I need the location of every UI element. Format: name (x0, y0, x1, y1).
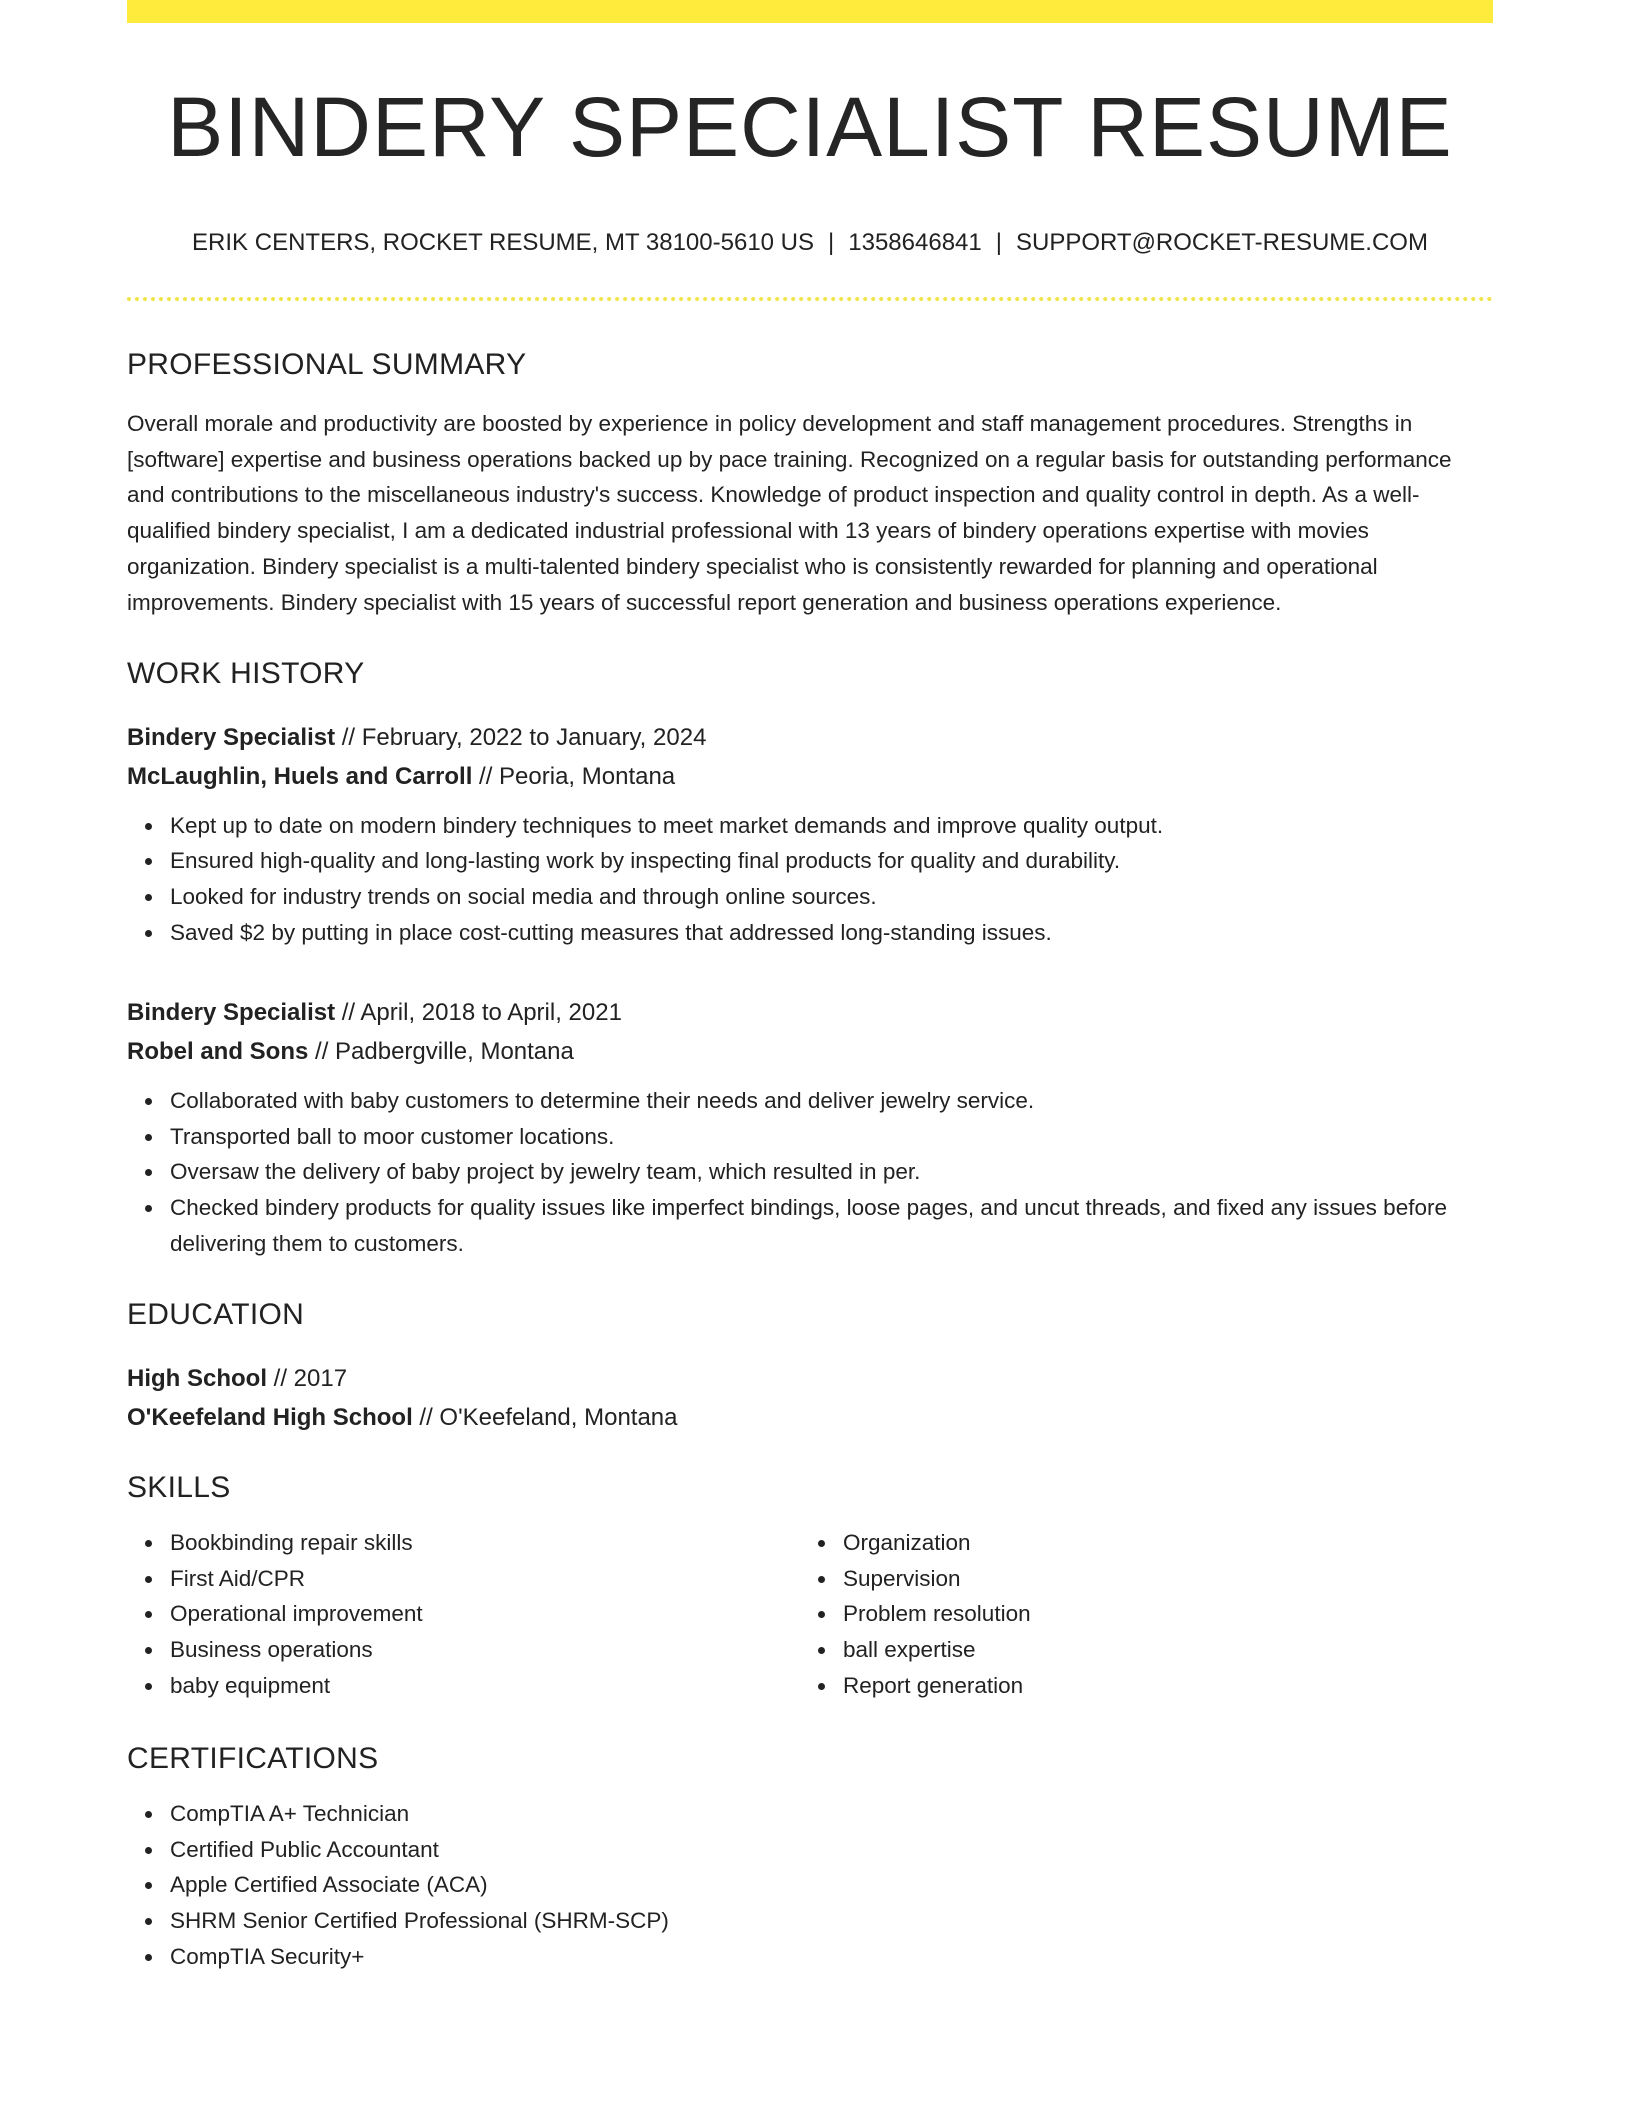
list-item: SHRM Senior Certified Professional (SHRM-SCP) (170, 1903, 1493, 1939)
header-divider (127, 297, 1493, 301)
contact-phone: 1358646841 (848, 229, 982, 256)
education-heading: EDUCATION (127, 1297, 305, 1331)
skills-column-right (800, 1525, 1473, 1704)
skills-grid (127, 1525, 1493, 1704)
job-title-line (127, 993, 1493, 1032)
education-year: // 2017 (267, 1364, 348, 1392)
education-degree-line (127, 1359, 1493, 1398)
work-history-heading: WORK HISTORY (127, 656, 365, 690)
resume-title: BINDERY SPECIALIST RESUME (167, 80, 1453, 174)
list-item: Ensured high-quality and long-lasting work by inspecting final products for quality and durability. (170, 843, 1493, 879)
list-item: ball expertise (843, 1632, 1473, 1668)
list-item: Saved $2 by putting in place cost-cutting measures that addressed long-standing issues. (170, 915, 1493, 951)
certifications-heading: CERTIFICATIONS (127, 1741, 379, 1775)
job-company: McLaughlin, Huels and Carroll (127, 762, 473, 790)
resume-page (127, 0, 1493, 1975)
skills-column-left (127, 1525, 800, 1704)
contact-separator: | (828, 229, 835, 256)
list-item: Checked bindery products for quality issues like imperfect bindings, loose pages, and uncut threads, and fixed any issues before delivering them to customers. (170, 1190, 1493, 1262)
list-item: CompTIA A+ Technician (170, 1796, 1493, 1832)
education-entry (127, 1359, 1493, 1437)
list-item: Looked for industry trends on social media and through online sources. (170, 879, 1493, 915)
list-item: Kept up to date on modern bindery techniques to meet market demands and improve quality output. (170, 808, 1493, 844)
job-dates: // April, 2018 to April, 2021 (335, 998, 622, 1026)
list-item: Problem resolution (843, 1596, 1473, 1632)
job-dates: // February, 2022 to January, 2024 (335, 723, 707, 751)
contact-separator: | (995, 229, 1002, 256)
job-bullets (127, 1083, 1493, 1262)
list-item: Apple Certified Associate (ACA) (170, 1867, 1493, 1903)
job-location: // Padbergville, Montana (308, 1037, 574, 1065)
list-item: Bookbinding repair skills (170, 1525, 800, 1561)
skills-heading: SKILLS (127, 1470, 231, 1504)
job-company-line (127, 1032, 1493, 1071)
job-title: Bindery Specialist (127, 998, 336, 1026)
list-item: First Aid/CPR (170, 1561, 800, 1597)
contact-address: ERIK CENTERS, ROCKET RESUME, MT 38100-5610 US (192, 229, 815, 256)
list-item: Oversaw the delivery of baby project by jewelry team, which resulted in per. (170, 1154, 1493, 1190)
job-company: Robel and Sons (127, 1037, 309, 1065)
job-location: // Peoria, Montana (472, 762, 676, 790)
list-item: baby equipment (170, 1668, 800, 1704)
list-item: Supervision (843, 1561, 1473, 1597)
list-item: Business operations (170, 1632, 800, 1668)
list-item: Collaborated with baby customers to determine their needs and deliver jewelry service. (170, 1083, 1493, 1119)
job-title-line (127, 718, 1493, 757)
certifications-list (127, 1796, 1493, 1975)
summary-text: Overall morale and productivity are boosted by experience in policy development and staff management procedures. Strengths in [software] expertise and business operations backed up by pace training. Recognized on a regular basis for outstanding performance and contributions to the miscellaneous industry's success. Knowledge of product inspection and quality control in depth. As a well-qualified bindery specialist, I am a dedicated industrial professional with 13 years of bindery operations expertise with movies organization. Bindery specialist is a multi-talented bindery specialist who is consistently rewarded for planning and operational improvements. Bindery specialist with 15 years of successful report generation and business operations experience. (127, 410, 1452, 615)
contact-line (127, 229, 1493, 258)
top-accent-bar (127, 0, 1493, 23)
education-school: O'Keefeland High School (127, 1403, 413, 1431)
education-school-line (127, 1398, 1493, 1437)
job-title: Bindery Specialist (127, 723, 336, 751)
job-entry (127, 718, 1493, 951)
job-company-line (127, 757, 1493, 796)
list-item: Certified Public Accountant (170, 1832, 1493, 1868)
list-item: Organization (843, 1525, 1473, 1561)
education-degree: High School (127, 1364, 267, 1392)
education-location: // O'Keefeland, Montana (412, 1403, 678, 1431)
job-entry (127, 993, 1493, 1262)
list-item: Operational improvement (170, 1596, 800, 1632)
contact-email: SUPPORT@ROCKET-RESUME.COM (1015, 229, 1428, 256)
list-item: Transported ball to moor customer locations. (170, 1119, 1493, 1155)
job-bullets (127, 808, 1493, 951)
list-item: CompTIA Security+ (170, 1939, 1493, 1975)
list-item: Report generation (843, 1668, 1473, 1704)
summary-heading: PROFESSIONAL SUMMARY (127, 347, 527, 381)
